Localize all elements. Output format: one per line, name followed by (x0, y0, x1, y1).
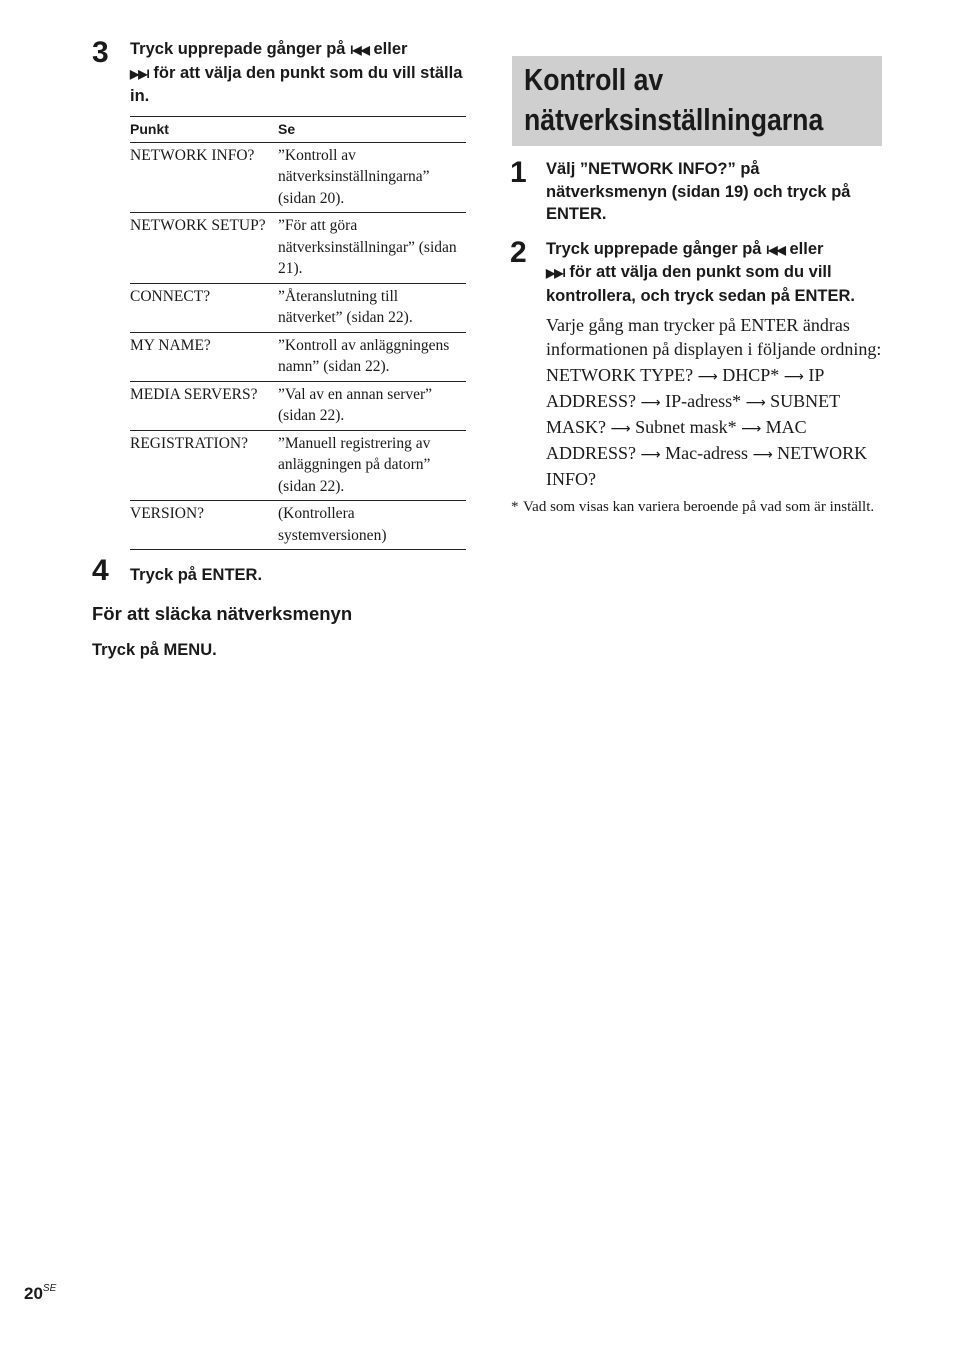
table-cell: MY NAME? (130, 332, 278, 381)
sequence-item: Subnet mask* (635, 417, 737, 437)
table-cell: ”Kontroll av nätverksinställningarna” (sidan 20). (278, 142, 466, 213)
footnote-marker: * (511, 499, 519, 515)
step-number: 2 (510, 235, 526, 269)
step-instruction: Tryck upprepade gånger på I◀◀ eller ▶▶I för att välja den punkt som du vill kontrollera, och tryck sedan på ENTER. (546, 239, 856, 305)
table-row (130, 213, 466, 284)
settings-table (130, 116, 466, 551)
table-cell: ”Val av en annan server” (sidan 22). (278, 381, 466, 430)
arrow-right-icon: ⟶ (741, 421, 762, 437)
sequence-item: Mac-adress (665, 443, 749, 463)
page-number: $20^{SE}$ (24, 1283, 57, 1303)
previous-track-icon: I◀◀ (350, 43, 369, 57)
table-row (130, 332, 466, 381)
table-cell: CONNECT? (130, 283, 278, 332)
page-suffix: SE (42, 1283, 57, 1294)
column-header: Punkt (130, 116, 278, 142)
table-cell: (Kontrollera systemversionen) (278, 501, 466, 550)
arrow-right-icon: ⟶ (752, 447, 773, 463)
table-row (130, 381, 466, 430)
arrow-right-icon: ⟶ (640, 395, 661, 411)
arrow-right-icon: ⟶ (697, 369, 718, 385)
next-track-icon: ▶▶I (546, 266, 565, 280)
arrow-right-icon: ⟶ (610, 421, 631, 437)
step-3 (92, 38, 466, 108)
footnote (510, 497, 882, 519)
column-header: Se (278, 116, 466, 142)
table-cell: NETWORK INFO? (130, 142, 278, 213)
sequence-item: NETWORK TYPE? (546, 365, 694, 385)
step-instruction: Välj ”NETWORK INFO?” på nätverksmenyn (sidan 19) och tryck på ENTER. (546, 160, 851, 223)
right-column (510, 56, 882, 519)
step-4 (92, 556, 466, 587)
menu-instruction: Tryck på MENU. (92, 640, 217, 659)
left-column (92, 38, 466, 660)
step-number: 4 (92, 554, 108, 587)
table-cell: ”Kontroll av anläggningens namn” (sidan 22). (278, 332, 466, 381)
table-row (130, 283, 466, 332)
step-instruction: Tryck på ENTER. (130, 566, 263, 584)
footnote-text: Vad som visas kan variera beroende på vad som är inställt. (523, 499, 875, 515)
section-subheading: För att släcka nätverksmenyn (92, 602, 353, 624)
table-row (130, 142, 466, 213)
sequence-item: MAC ADDRESS? (546, 417, 807, 463)
table-row (130, 501, 466, 550)
table-cell: VERSION? (130, 501, 278, 550)
next-track-icon: ▶▶I (130, 66, 149, 81)
table-cell: NETWORK SETUP? (130, 213, 278, 284)
step-2 (510, 235, 882, 308)
body-paragraph: Varje gång man trycker på ENTER ändras informationen på displayen i följande ordning: (546, 315, 882, 359)
sequence-item: IP ADDRESS? (546, 365, 824, 411)
sequence-item: DHCP* (722, 365, 780, 385)
arrow-right-icon: ⟶ (640, 447, 661, 463)
table-cell: ”För att göra nätverksinställningar” (sidan 21). (278, 213, 466, 284)
sequence-item: NETWORK INFO? (546, 443, 868, 489)
arrow-right-icon: ⟶ (783, 369, 804, 385)
sequence-item: IP-adress* (665, 391, 742, 411)
step-instruction: Tryck upprepade gånger på I◀◀ eller ▶▶I för att välja den punkt som du vill ställa in. (130, 40, 463, 105)
table-header-row (130, 116, 466, 142)
table-row (130, 430, 466, 501)
arrow-right-icon: ⟶ (745, 395, 766, 411)
step-number: 1 (510, 156, 526, 189)
sequence-item: SUBNET MASK? (546, 391, 840, 437)
step-1 (510, 158, 882, 226)
display-sequence (546, 363, 882, 491)
table-cell: ”Manuell registrering av anläggningen på datorn” (sidan 22). (278, 430, 466, 501)
table-cell: MEDIA SERVERS? (130, 381, 278, 430)
table-cell: ”Återanslutning till nätverket” (sidan 22). (278, 283, 466, 332)
step-number: 3 (92, 36, 108, 69)
previous-track-icon: I◀◀ (766, 242, 785, 257)
section-heading: Kontroll av nätverksinställningarna (512, 56, 882, 146)
table-cell: REGISTRATION? (130, 430, 278, 501)
